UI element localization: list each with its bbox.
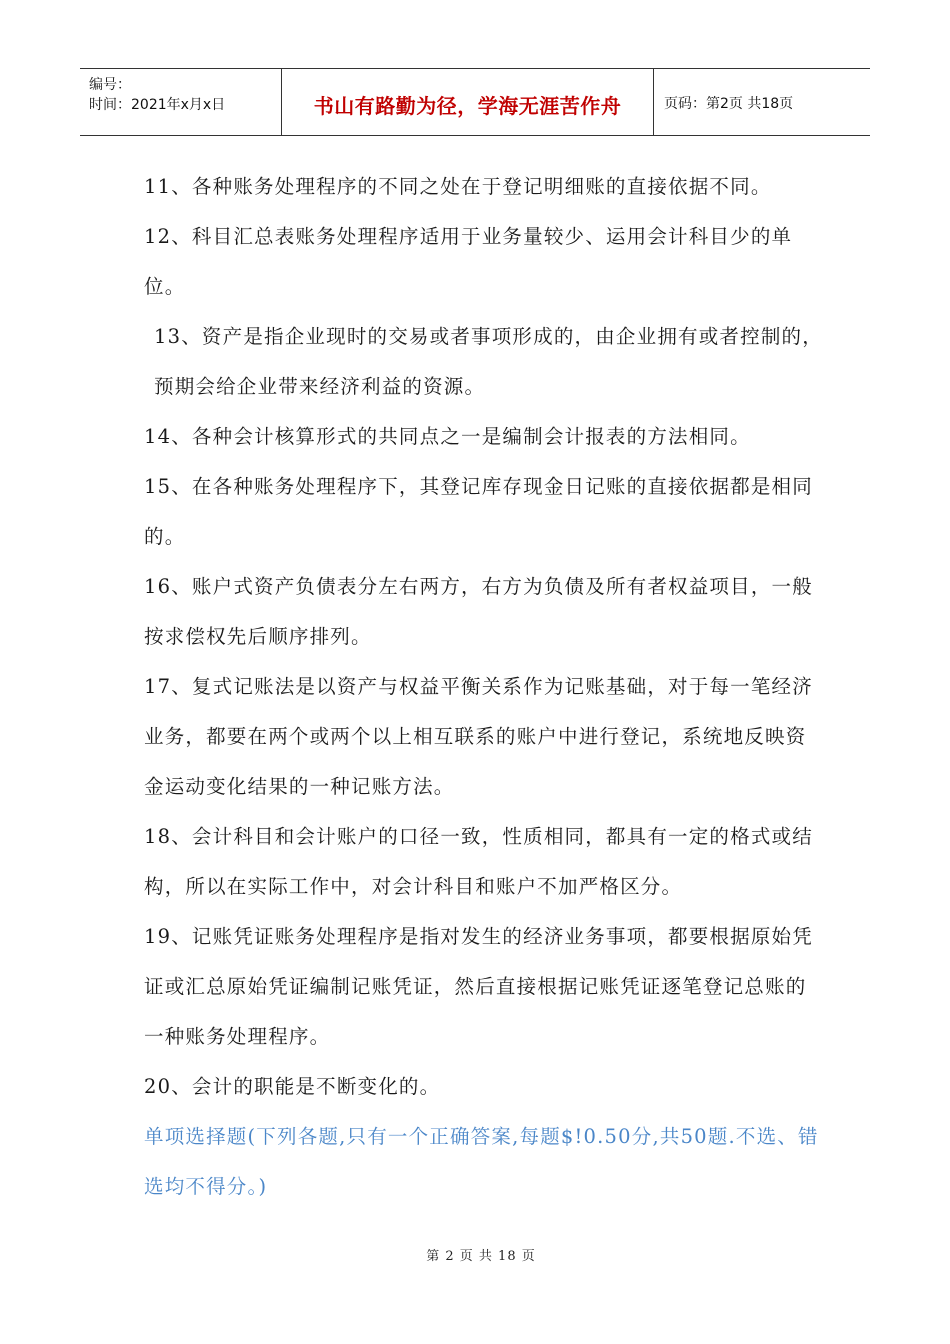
question-17: 17、复式记账法是以资产与权益平衡关系作为记账基础，对于每一笔经济业务，都要在两个或两个以上相互联系的账户中进行登记，系统地反映资金运动变化结果的一种记账方法。 <box>144 675 813 798</box>
document-time-label: 时间：2021年x月x日 <box>89 97 226 113</box>
header-motto-cell <box>282 69 654 135</box>
question-19: 19、记账凭证账务处理程序是指对发生的经济业务事项，都要根据原始凭证或汇总原始凭证编制记账凭证，然后直接根据记账凭证逐笔登记总账的一种账务处理程序。 <box>144 925 813 1048</box>
question-20: 20、会计的职能是不断变化的。 <box>144 1075 441 1098</box>
question-14: 14、各种会计核算形式的共同点之一是编制会计报表的方法相同。 <box>144 425 751 448</box>
page-footer <box>0 1245 950 1264</box>
question-11: 11、各种账务处理程序的不同之处在于登记明细账的直接依据不同。 <box>144 175 772 198</box>
header-meta <box>80 69 282 135</box>
header-page-info-cell <box>654 69 870 135</box>
question-15: 15、在各种账务处理程序下，其登记库存现金日记账的直接依据都是相同的。 <box>144 475 813 548</box>
page-header <box>80 68 870 136</box>
question-18: 18、会计科目和会计账户的口径一致，性质相同，都具有一定的格式或结构，所以在实际工作中，对会计科目和账户不加严格区分。 <box>144 825 813 898</box>
section-heading-single-choice: 单项选择题(下列各题,只有一个正确答案,每题$!0.50分,共50题.不选、错选均不得分。) <box>144 1125 819 1198</box>
header-page-info: 页码：第2页 共18页 <box>664 96 794 112</box>
header-motto: 书山有路勤为径，学海无涯苦作舟 <box>313 93 622 118</box>
document-number-label: 编号： <box>89 77 131 93</box>
footer-page-number: 第 2 页 共 18 页 <box>426 1249 536 1264</box>
question-13: 13、资产是指企业现时的交易或者事项形成的，由企业拥有或者控制的，预期会给企业带来经济利益的资源。 <box>154 325 823 398</box>
document-body <box>144 162 824 1212</box>
question-12: 12、科目汇总表账务处理程序适用于业务量较少、运用会计科目少的单位。 <box>144 225 793 298</box>
question-16: 16、账户式资产负债表分左右两方，右方为负债及所有者权益项目，一般按求偿权先后顺序排列。 <box>144 575 813 648</box>
